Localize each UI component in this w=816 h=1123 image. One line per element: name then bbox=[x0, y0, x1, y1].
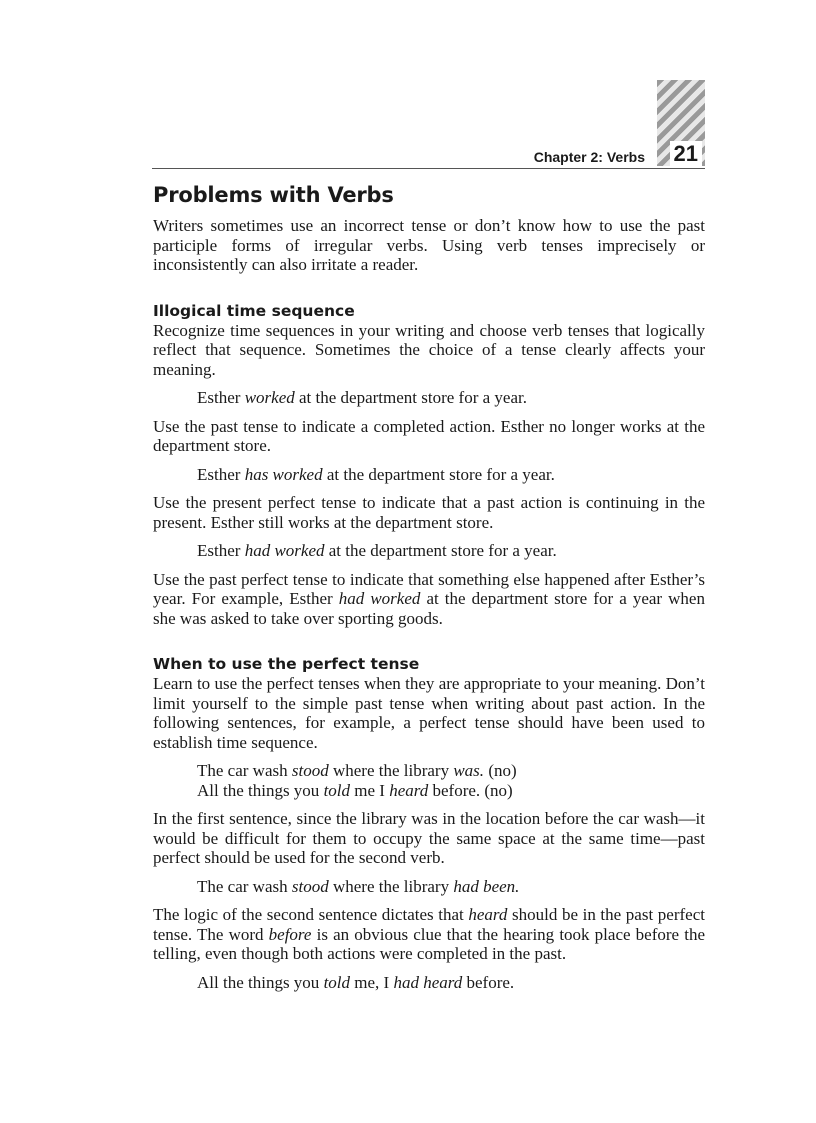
running-header bbox=[152, 140, 705, 169]
perfect-intro: Learn to use the perfect tenses when they are appropriate to your meaning. Don’t limit yourself to the simple past tense when writing about past action. In the following sentences, for example, a perfect tense should have been used to establish time sequence. bbox=[153, 674, 705, 752]
example-sentence: All the things you told me I heard before. (no) bbox=[197, 780, 513, 800]
illogical-intro: Recognize time sequences in your writing and choose verb tenses that logically reflect that sequence. Sometimes the choice of a tense clearly affects your meaning. bbox=[153, 320, 705, 379]
explanation-paragraph: Use the past perfect tense to indicate that something else happened after Esther’s year. For example, Esther had worked at the department store for a year when she was asked to take over sporting goods. bbox=[153, 569, 705, 628]
page-body bbox=[153, 180, 705, 1001]
example-sentence: All the things you told me, I had heard before. bbox=[197, 972, 515, 992]
example-sentence: The car wash stood where the library was. (no) bbox=[197, 761, 517, 780]
example-sentence: The car wash stood where the library had been. bbox=[197, 876, 520, 896]
explanation-paragraph: Use the present perfect tense to indicate that a past action is continuing in the present. Esther still works at the department store. bbox=[153, 493, 705, 532]
page-number: 21 bbox=[670, 141, 702, 167]
section-title: Problems with Verbs bbox=[153, 183, 394, 207]
example-sentence: Esther has worked at the department store for a year. bbox=[197, 464, 555, 484]
explanation-paragraph: The logic of the second sentence dictates that heard should be in the past perfect tense. The word before is an obvious clue that the hearing took place before the telling, even though both actions were completed in the past. bbox=[153, 905, 705, 963]
example-sentence: Esther had worked at the department store for a year. bbox=[197, 541, 557, 560]
explanation-paragraph: In the first sentence, since the library was in the location before the car wash—it would be difficult for them to occupy the same space at the same time—past perfect should be used for the second verb. bbox=[153, 809, 705, 867]
example-sentence: Esther worked at the department store for a year. bbox=[197, 388, 527, 407]
subheading-illogical-time-sequence: Illogical time sequence bbox=[153, 301, 355, 320]
subheading-perfect-tense: When to use the perfect tense bbox=[153, 655, 420, 673]
section-intro: Writers sometimes use an incorrect tense or don’t know how to use the past participle forms of irregular verbs. Using verb tenses imprecisely or inconsistently can also irritate a reader. bbox=[153, 216, 705, 274]
explanation-paragraph: Use the past tense to indicate a completed action. Esther no longer works at the department store. bbox=[153, 416, 705, 455]
chapter-label: Chapter 2: Verbs bbox=[530, 149, 645, 165]
